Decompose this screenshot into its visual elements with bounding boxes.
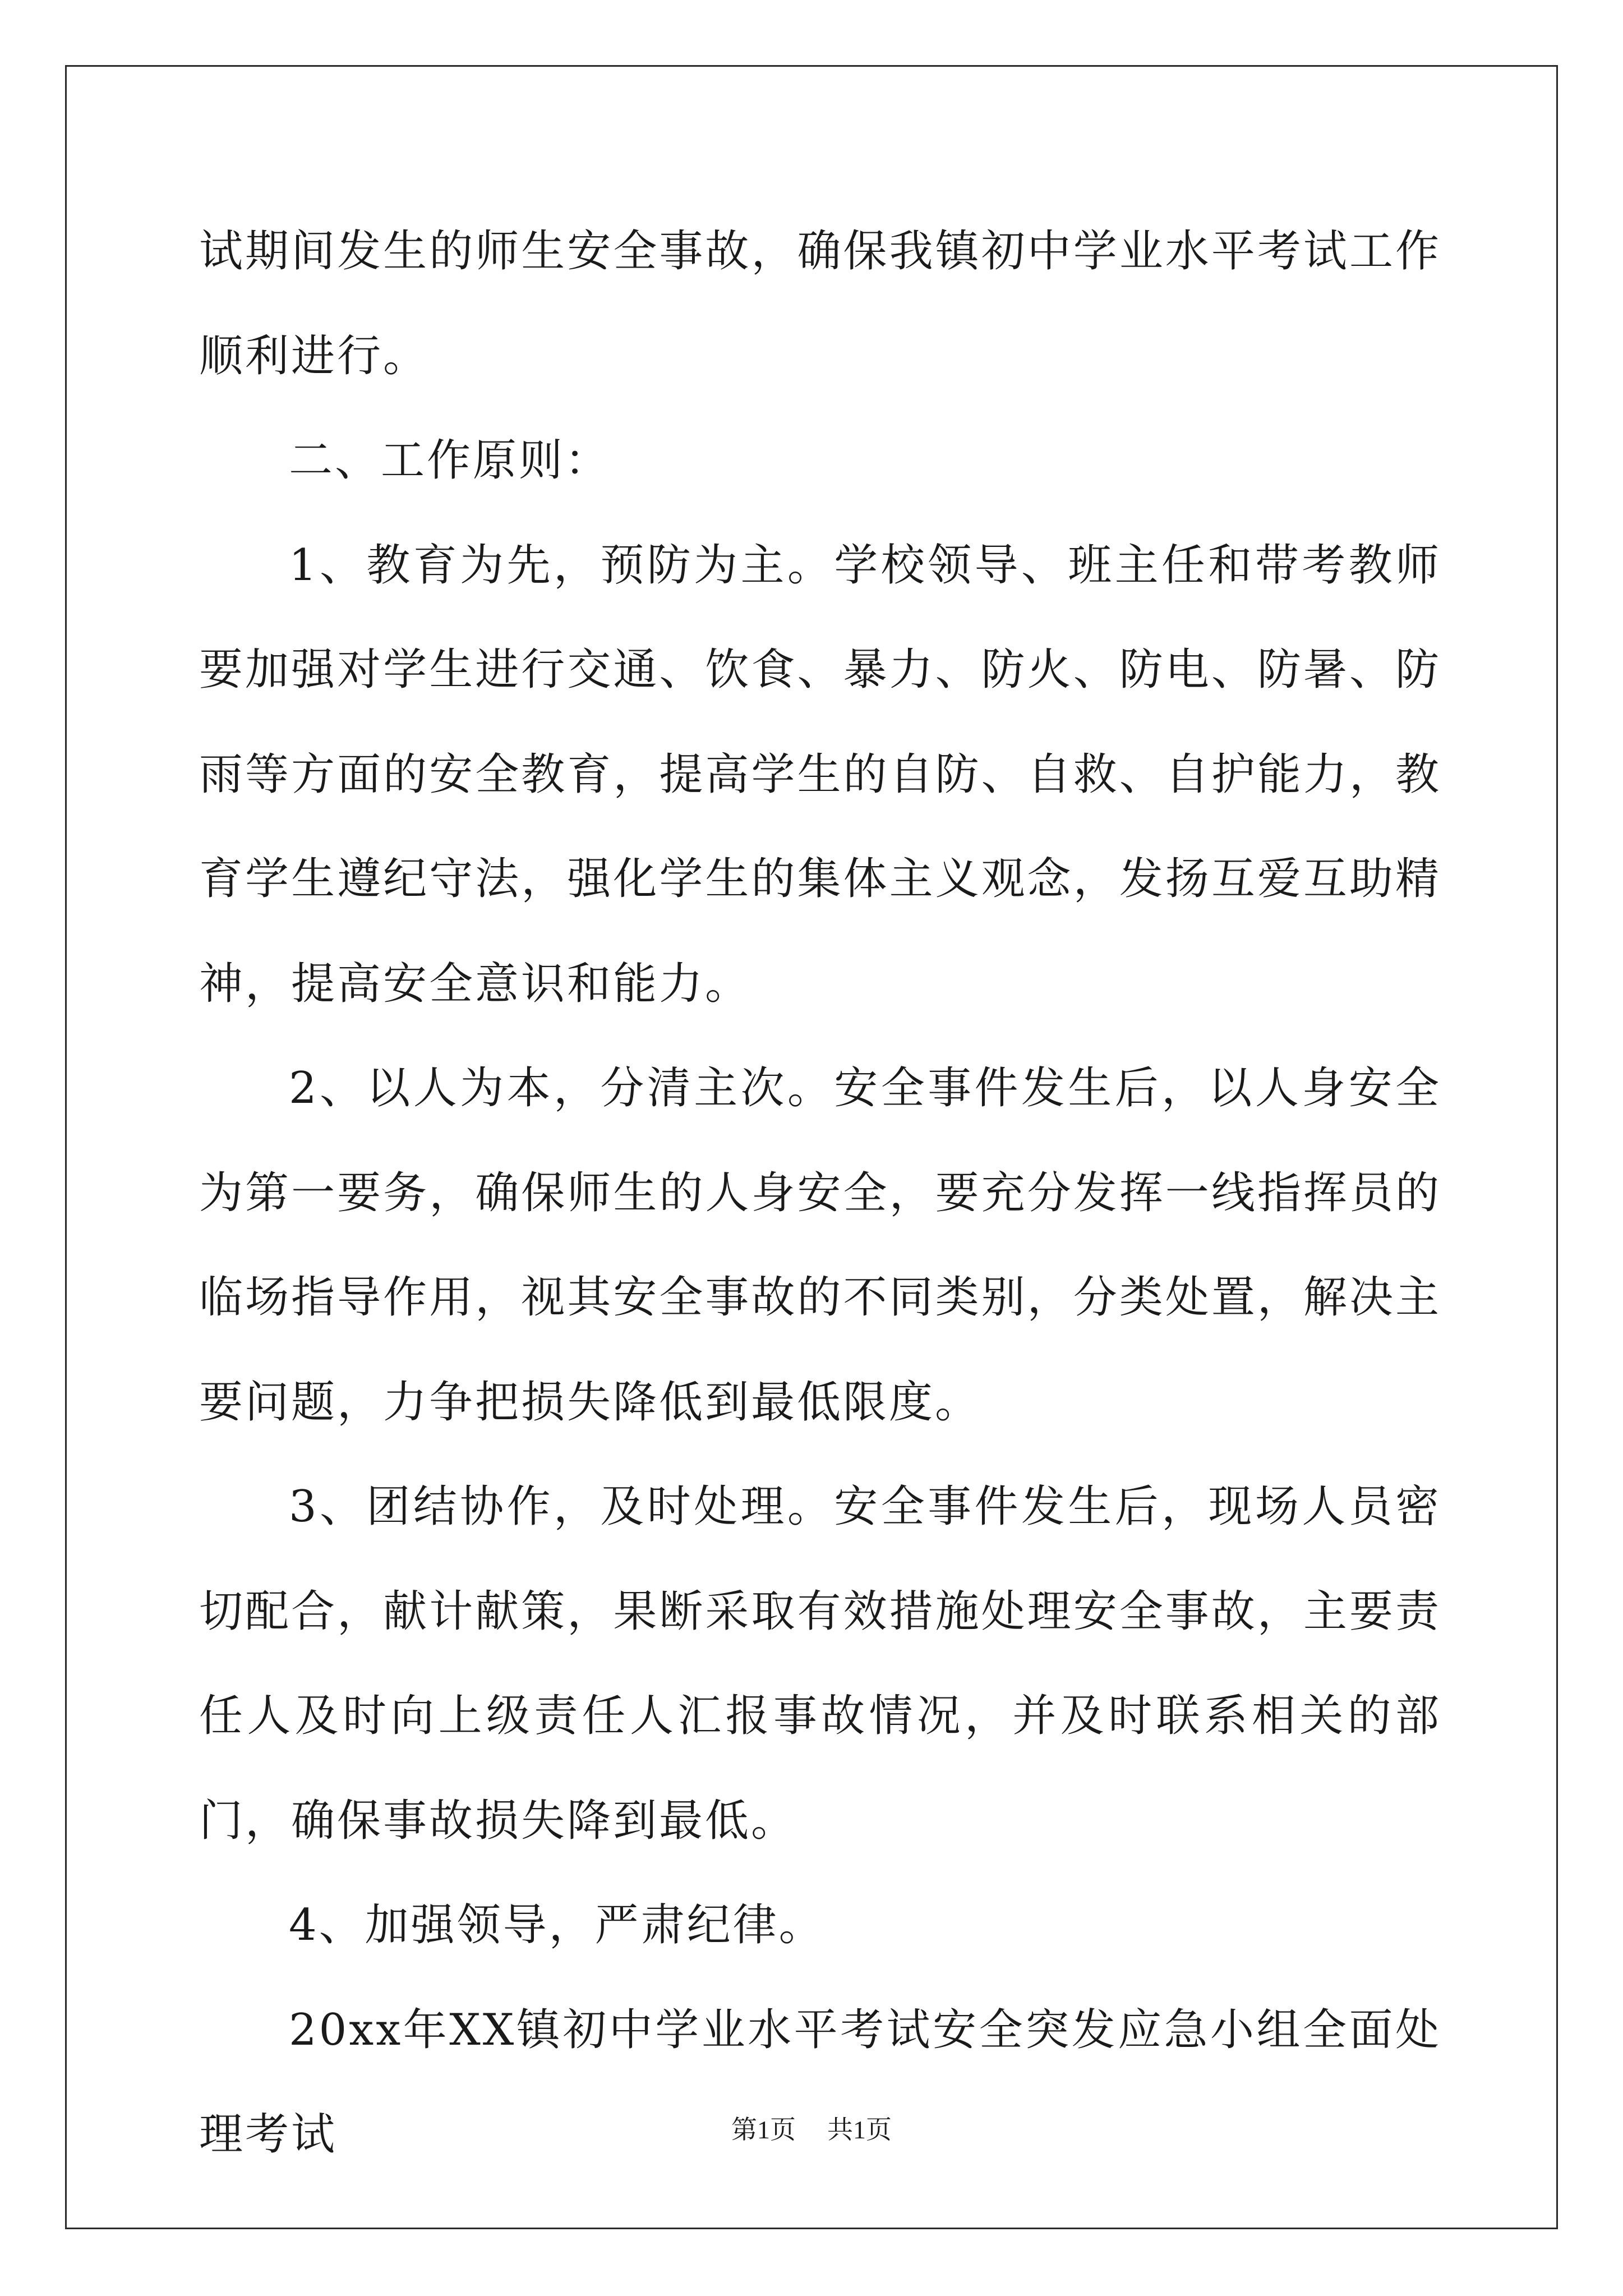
paragraph-principle-4: 4、加强领导，严肃纪律。 xyxy=(289,1900,825,1950)
paragraph-principle-3: 3、团结协作，及时处理。安全事件发生后，现场人员密切配合，献计献策，果断采取有效措施处理安全事故，主要责任人及时向上级责任人汇报事故情况，并及时联系相关的部门，确保事故损失降到最低。 xyxy=(199,1481,1441,1846)
section-heading-principles: 二、工作原则： xyxy=(289,435,611,486)
page-footer xyxy=(0,2109,1623,2146)
page-number: 第1页 xyxy=(731,2115,796,2144)
paragraph-principle-1: 1、教育为先，预防为主。学校领导、班主任和带考教师要加强对学生进行交通、饮食、暴力、防火、防电、防暑、防雨等方面的安全教育，提高学生的自防、自救、自护能力，教育学生遵纪守法，强化学生的集体主义观念，发扬互爱互助精神，提高安全意识和能力。 xyxy=(199,540,1441,1009)
page-total: 共1页 xyxy=(827,2115,892,2144)
paragraph-principle-2: 2、以人为本，分清主次。安全事件发生后，以人身安全为第一要务，确保师生的人身安全，要充分发挥一线指挥员的临场指导作用，视其安全事故的不同类别，分类处置，解决主要问题，力争把损失降低到最低限度。 xyxy=(199,1063,1441,1428)
document-body xyxy=(199,199,1441,2187)
paragraph-closing: 20xx年XX镇初中学业水平考试安全突发应急小组全面处理考试 xyxy=(199,2004,1441,2160)
paragraph-continuation: 试期间发生的师生安全事故，确保我镇初中学业水平考试工作顺利进行。 xyxy=(199,226,1441,381)
